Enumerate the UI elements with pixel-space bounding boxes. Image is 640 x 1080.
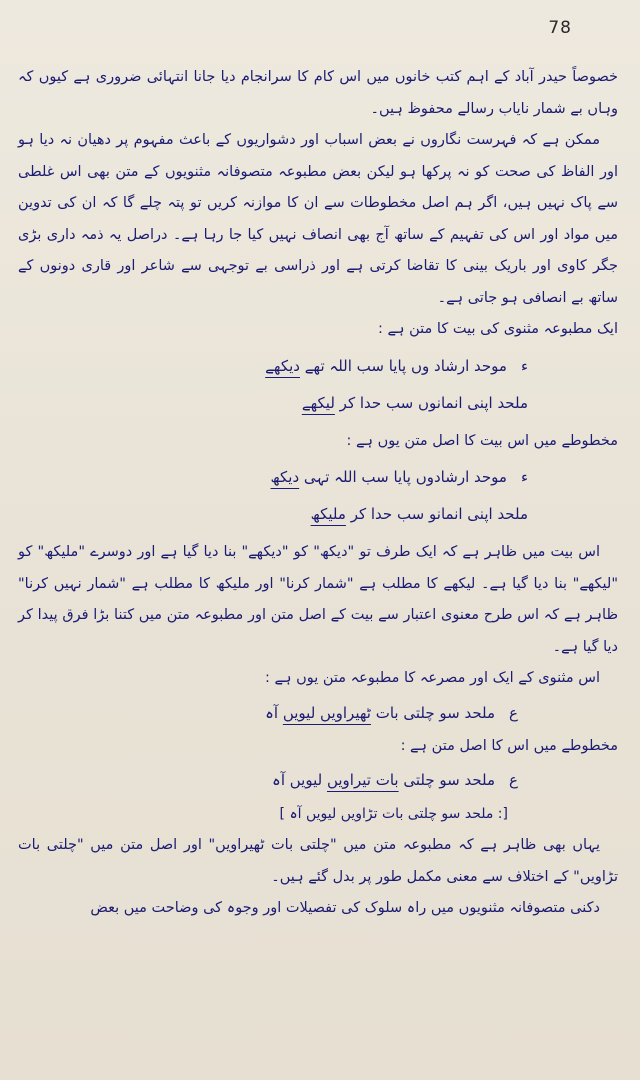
printed-misra-underlined: ٹھیراویں لیویں: [282, 703, 371, 722]
printed-verse-line-1-text: موحد ارشاد وں پایا سب اللہ تھے: [299, 356, 507, 375]
original-verse-word-malekh: ملیکھ: [310, 505, 346, 523]
printed-verse-line-2-text: ملحد اپنی انمانوں سب حدا کر: [334, 393, 528, 412]
misra-mark: ع: [509, 703, 518, 722]
original-misra-text-c: لیویں آہ: [272, 771, 327, 789]
original-misra-underlined: بات تیراویں: [326, 771, 399, 789]
printed-verse-word-likhe: لیکھے: [301, 393, 335, 412]
paragraph-catalogers: ممکن ہے کہ فہرست نگاروں نے بعض اسباب اور دشواریوں کے باعث مفہوم پر دھیان نہ دیا ہو اور الفاظ کی صحت کو نہ پرکھا ہو لیکن بعض مطبوعہ متصوفانہ مثنویوں کے متن بھی اس غلطی سے پاک نہیں ہیں، اگر ہم اصل مخطوطات سے ان کا موازنہ کریں تو پتہ چلے گا کہ ان کی تدوین میں مواد اور اس کی تفہیم کے ساتھ آج بھی انصاف نہیں کیا جا رہا ہے۔ دراصل یہ ذمہ داری بڑی جگر کاوی اور باریک بینی کا تقاضا کرتی ہے اور ذراسی بے توجہی سے شاعر اور قاری دونوں کے ساتھ بے انصافی ہو جاتی ہے۔: [18, 132, 618, 306]
misra-mark: ع: [509, 771, 518, 789]
original-verse-line-2: [58, 496, 528, 533]
original-verse-word-dekh: دیکھ: [270, 468, 300, 486]
printed-misra-text-a: ملحد سو چلتی بات: [370, 703, 496, 722]
page-body: [18, 62, 618, 925]
paragraph-misra-comparison: یہاں بھی ظاہر ہے کہ مطبوعہ متن میں "چلتی بات ٹھیراویں" اور اصل متن میں "چلتی بات تڑاویں" کے اختلاف سے معنی مکمل طور پر بدل گئے ہیں۔: [18, 837, 618, 885]
paragraph-deccani-masnavis: دکنی متصوفانہ مثنویوں میں راہ سلوک کی تفصیلات اور وجوہ کی وضاحت میں بعض: [90, 900, 600, 916]
verse-mark: ء: [520, 356, 528, 375]
original-misra-lead: مخطوطے میں اس کا اصل متن ہے :: [400, 737, 618, 754]
printed-misra-text-c: آہ: [265, 703, 283, 722]
original-verse-line-2-text: ملحد اپنی انمانو سب حدا کر: [345, 505, 528, 523]
printed-verse: [58, 348, 528, 422]
printed-misra: [58, 695, 518, 731]
original-verse: [58, 459, 528, 533]
alternate-misra: [: ملحد سو چلتی بات تڑاویں لیویں آہ ]: [279, 806, 508, 822]
printed-misra-lead: اس مثنوی کے ایک اور مصرعہ کا مطبوعہ متن یوں ہے :: [265, 670, 600, 686]
original-misra-text-a: ملحد سو چلتی: [398, 771, 496, 789]
page-number: 78: [548, 18, 572, 38]
original-misra: [58, 762, 518, 798]
original-verse-line-1: [58, 459, 528, 496]
paragraph-hyderabad-libraries: خصوصاً حیدر آباد کے اہم کتب خانوں میں اس کام کا سرانجام دیا جانا انتہائی ضروری ہے کیوں کہ وہاں بے شمار نایاب رسالے محفوظ ہیں۔: [18, 69, 618, 117]
printed-verse-line-1: [58, 348, 528, 385]
original-verse-line-1-text: موحد ارشادوں پایا سب اللہ تہی: [299, 468, 507, 486]
original-verse-lead: مخطوطے میں اس بیت کا اصل متن یوں ہے :: [346, 432, 618, 449]
verse-mark: ء: [520, 468, 528, 486]
printed-verse-lead: ایک مطبوعہ مثنوی کی بیت کا متن ہے :: [378, 321, 618, 337]
printed-verse-line-2: [58, 385, 528, 422]
paragraph-verse-comparison: اس بیت میں ظاہر ہے کہ ایک طرف تو "دیکھ" کو "دیکھے" بنا دیا گیا ہے اور دوسرے "ملیکھ" کو "لیکھے" بنا دیا گیا ہے۔ لیکھے کا مطلب ہے "شمار کرنا" اور ملیکھ کا مطلب ہے "شمار نہیں کرنا" ظاہر ہے کہ اس طرح معنوی اعتبار سے بیت کے اصل متن اور مطبوعہ متن میں کتنا بڑا فرق پیدا کر دیا گیا ہے۔: [18, 544, 618, 655]
printed-verse-word-dekhe: دیکھے: [265, 356, 300, 375]
